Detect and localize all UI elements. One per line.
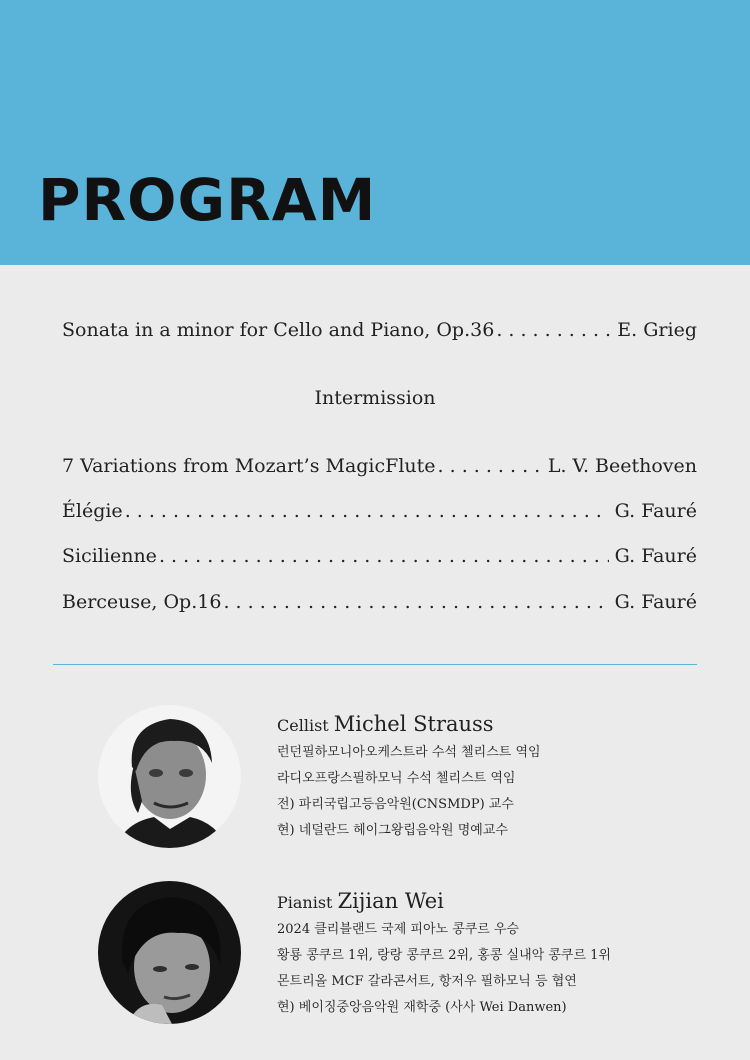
- program-item: [62, 541, 697, 571]
- bio-line: 현) 베이징중앙음악원 재학중 (사사 Wei Danwen): [277, 1000, 567, 1015]
- composer-name: E. Grieg: [617, 319, 697, 341]
- bio-line: 현) 네덜란드 헤이그왕립음악원 명예교수: [277, 823, 508, 838]
- program-item: [62, 496, 697, 526]
- program-item: [62, 587, 697, 617]
- piece-title: Élégie: [62, 500, 123, 522]
- intermission-label: Intermission: [314, 387, 436, 409]
- bio-line: 런던필하모니아오케스트라 수석 첼리스트 역임: [277, 745, 541, 760]
- composer-name: L. V. Beethoven: [547, 455, 697, 477]
- performer-name: Zijian Wei: [337, 889, 444, 913]
- bio-line: 2024 클리블랜드 국제 피아노 콩쿠르 우승: [277, 922, 520, 937]
- cellist-photo: [98, 705, 241, 848]
- piece-title: Berceuse, Op.16: [62, 591, 222, 613]
- pianist-bio: [277, 887, 727, 1021]
- cellist-bio: [277, 710, 727, 844]
- page-title: PROGRAM: [38, 166, 377, 234]
- performer-heading: [277, 710, 727, 740]
- program-item: [62, 451, 697, 481]
- piece-title: Sicilienne: [62, 545, 157, 567]
- pianist-photo: [98, 881, 241, 1024]
- leader-dots: [159, 541, 609, 571]
- bio-line: 몬트리올 MCF 갈라콘서트, 항저우 필하모닉 등 협연: [277, 974, 577, 989]
- composer-name: G. Fauré: [614, 591, 697, 613]
- program-item: [62, 315, 697, 345]
- leader-dots: [125, 496, 609, 526]
- composer-name: G. Fauré: [614, 500, 697, 522]
- performer-heading: [277, 887, 727, 917]
- leader-dots: [438, 451, 542, 481]
- bio-line: 황룡 콩쿠르 1위, 랑랑 콩쿠르 2위, 홍콩 실내악 콩쿠르 1위: [277, 948, 611, 963]
- section-divider: [53, 664, 697, 665]
- bio-line: 라디오프랑스필하모닉 수석 첼리스트 역임: [277, 771, 516, 786]
- leader-dots: [496, 315, 611, 345]
- performer-name: Michel Strauss: [333, 712, 494, 736]
- performer-role: Cellist: [277, 716, 329, 735]
- header-banner: [0, 0, 750, 265]
- piece-title: 7 Variations from Mozart’s MagicFlute: [62, 455, 436, 477]
- bio-line: 전) 파리국립고등음악원(CNSMDP) 교수: [277, 797, 514, 812]
- leader-dots: [223, 587, 608, 617]
- piece-title: Sonata in a minor for Cello and Piano, Op.36: [62, 319, 495, 341]
- composer-name: G. Fauré: [614, 545, 697, 567]
- performer-role: Pianist: [277, 893, 333, 912]
